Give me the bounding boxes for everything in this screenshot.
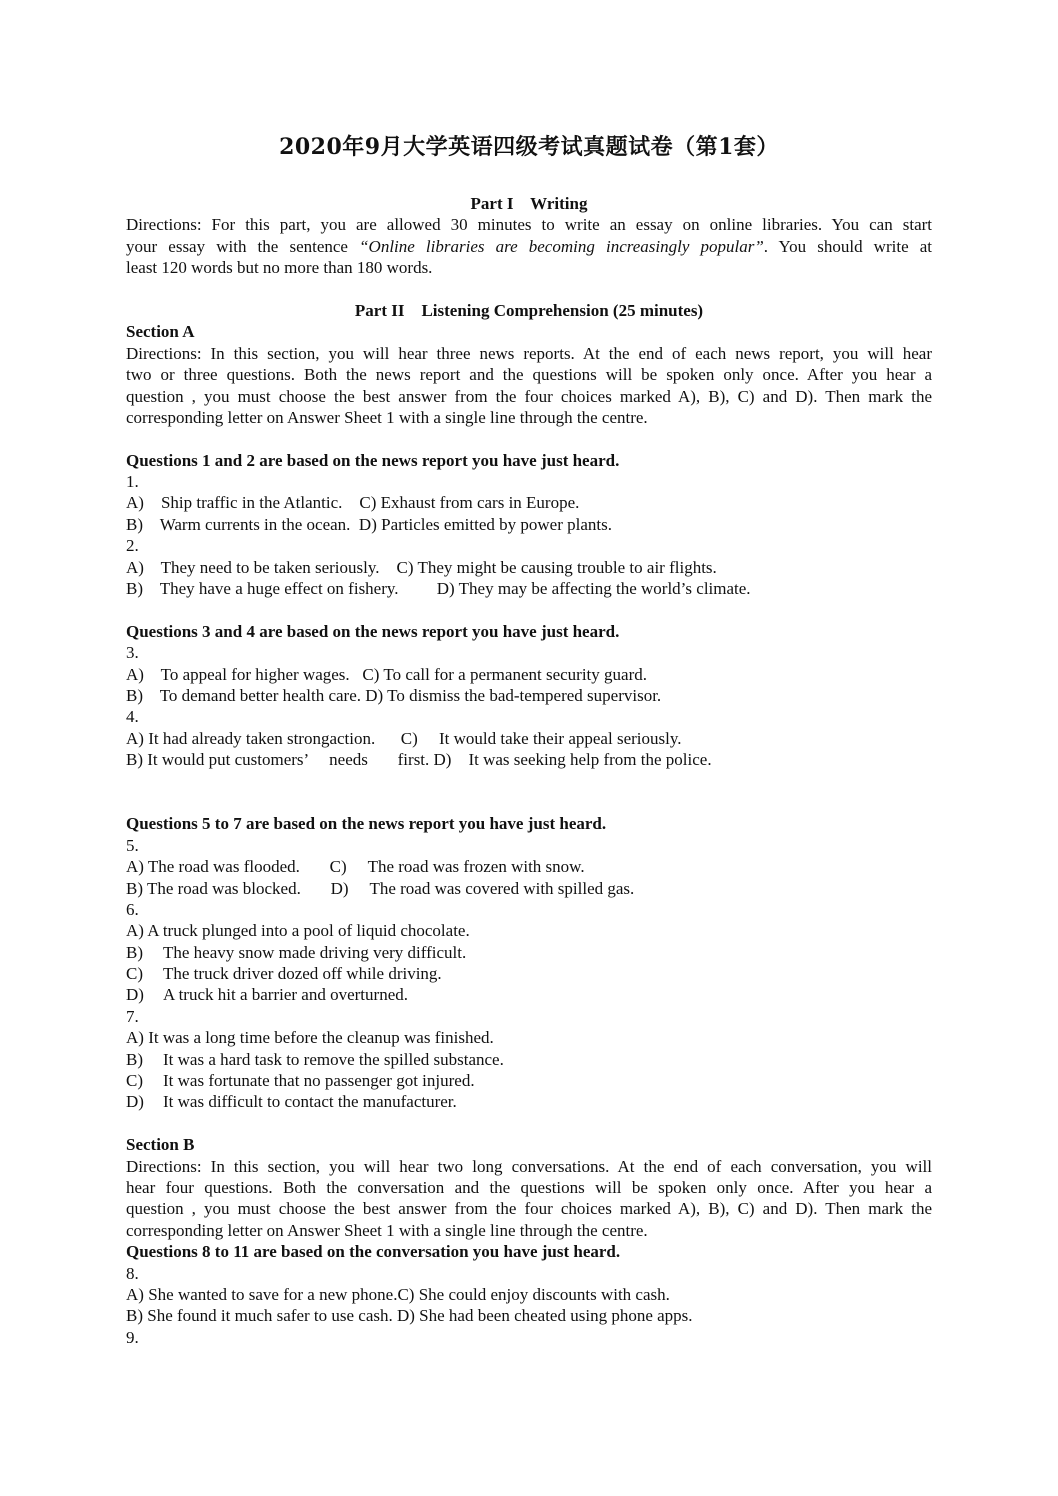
answer-option — [126, 984, 932, 1005]
section-b-heading: Section B — [126, 1135, 195, 1155]
part1-directions-line-3: least 120 words but no more than 180 words. — [126, 258, 433, 278]
option-text: It was a hard task to remove the spilled substance. — [163, 1049, 504, 1069]
option-text: The heavy snow made driving very difficult. — [163, 942, 467, 962]
part1-directions-line-1: Directions: For this part, you are allowed 30 minutes to write an essay on online libraries. You can start — [126, 215, 932, 235]
questions-1-2-heading: Questions 1 and 2 are based on the news report you have just heard. — [126, 450, 620, 470]
answer-option — [126, 1049, 932, 1070]
answer-option — [126, 1070, 932, 1091]
answer-option — [126, 1027, 932, 1048]
part1-heading: Part I Writing — [470, 194, 588, 213]
answer-options-row: A) They need to be taken seriously. C) They might be causing trouble to air flights. — [126, 557, 717, 577]
option-letter: A) A truck plunged into a pool of liquid chocolate. — [126, 921, 470, 941]
question-number: 5. — [126, 835, 139, 855]
option-letter: B) — [126, 1049, 143, 1069]
section-b-directions-line: question , you must choose the best answer from the four choices marked A), B), C) and D). Then mark the — [126, 1199, 932, 1219]
page-title: 2020年9月大学英语四级考试真题试卷（第1套） — [279, 134, 779, 160]
answer-options-row: B) To demand better health care. D) To dismiss the bad-tempered supervisor. — [126, 685, 662, 705]
answer-option — [126, 920, 932, 941]
option-text: It was fortunate that no passenger got injured. — [163, 1071, 475, 1091]
questions-5-7-heading: Questions 5 to 7 are based on the news report you have just heard. — [126, 814, 607, 834]
question-number: 2. — [126, 536, 139, 556]
section-a-directions-line: two or three questions. Both the news report and the questions will be spoken only once. After you hear a — [126, 365, 932, 385]
part2-heading: Part II Listening Comprehension (25 minutes) — [354, 300, 704, 320]
answer-options-row: B) She found it much safer to use cash. D) She had been cheated using phone apps. — [126, 1306, 693, 1326]
option-letter: B) — [126, 942, 143, 962]
answer-option — [126, 942, 932, 963]
option-text: The truck driver dozed off while driving. — [163, 964, 442, 984]
option-letter: D) — [126, 985, 144, 1005]
question-number: 3. — [126, 643, 139, 663]
answer-options-row: B) The road was blocked. D) The road was covered with spilled gas. — [126, 878, 635, 898]
section-b-directions-line: corresponding letter on Answer Sheet 1 with a single line through the centre. — [126, 1220, 648, 1240]
option-letter: C) — [126, 964, 143, 984]
essay-prompt: “Online libraries are becoming increasingly popular” — [359, 236, 764, 256]
question-number: 9. — [126, 1327, 139, 1347]
option-letter: A) It was a long time before the cleanup was finished. — [126, 1028, 494, 1048]
section-a-directions-line: question , you must choose the best answer from the four choices marked A), B), C) and D). Then mark the — [126, 386, 932, 406]
section-b-directions-line: Directions: In this section, you will hear two long conversations. At the end of each conversation, you will — [126, 1156, 932, 1176]
question-number: 6. — [126, 899, 139, 919]
part1-directions-line-2 — [126, 236, 932, 257]
exam-content — [126, 193, 932, 1348]
section-a-directions-line: Directions: In this section, you will hear three news reports. At the end of each news report, you will hear — [126, 343, 932, 363]
answer-options-row: B) They have a huge effect on fishery. D) They may be affecting the world’s climate. — [126, 579, 751, 599]
section-a-directions-line: corresponding letter on Answer Sheet 1 with a single line through the centre. — [126, 407, 648, 427]
section-b-directions-line: hear four questions. Both the conversation and the questions will be spoken only once. After you hear a — [126, 1177, 932, 1197]
question-number: 7. — [126, 1006, 139, 1026]
answer-option — [126, 963, 932, 984]
question-number: 1. — [126, 472, 139, 492]
answer-options-row: A) To appeal for higher wages. C) To call for a permanent security guard. — [126, 664, 647, 684]
answer-options-row: A) The road was flooded. C) The road was frozen with snow. — [126, 857, 585, 877]
question-number: 4. — [126, 707, 139, 727]
questions-3-4-heading: Questions 3 and 4 are based on the news report you have just heard. — [126, 621, 620, 641]
dir-text: your essay with the sentence — [126, 236, 360, 256]
option-text: A truck hit a barrier and overturned. — [163, 985, 408, 1005]
answer-options-row: A) She wanted to save for a new phone.C) She could enjoy discounts with cash. — [126, 1284, 670, 1304]
answer-options-row: A) It had already taken strongaction. C) It would take their appeal seriously. — [126, 728, 682, 748]
option-letter: D) — [126, 1092, 144, 1112]
answer-options-row: B) It would put customers’ needs first. D) It was seeking help from the police. — [126, 750, 712, 770]
question-number: 8. — [126, 1263, 139, 1283]
dir-text: . You should write at — [763, 236, 932, 256]
section-a-heading: Section A — [126, 322, 195, 342]
answer-options-row: B) Warm currents in the ocean. D) Particles emitted by power plants. — [126, 514, 612, 534]
answer-options-row: A) Ship traffic in the Atlantic. C) Exhaust from cars in Europe. — [126, 493, 580, 513]
answer-option — [126, 1091, 932, 1112]
option-letter: C) — [126, 1071, 143, 1091]
option-text: It was difficult to contact the manufacturer. — [163, 1092, 457, 1112]
questions-8-11-heading: Questions 8 to 11 are based on the conversation you have just heard. — [126, 1242, 621, 1262]
